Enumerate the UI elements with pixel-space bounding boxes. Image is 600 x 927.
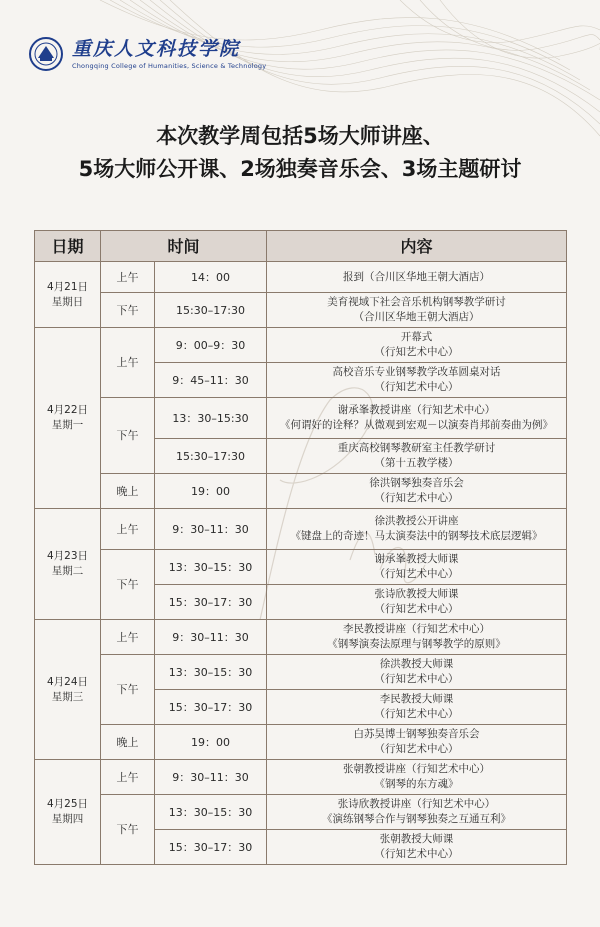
table-row (35, 550, 567, 585)
time-cell: 9：30–11：30 (155, 620, 267, 655)
table-row (35, 398, 567, 439)
content-line: 徐洪钢琴独奏音乐会 (369, 477, 464, 489)
date-label: 4月21日 (46, 280, 89, 293)
time-cell: 15:30–17:30 (155, 439, 267, 474)
slot-cell: 晚上 (101, 725, 155, 760)
content-cell (267, 398, 567, 439)
content-line: 《钢琴的东方魂》 (374, 778, 459, 790)
slot-cell: 上午 (101, 760, 155, 795)
slot-cell: 上午 (101, 509, 155, 550)
table-header-row (35, 231, 567, 262)
content-line: 谢承峯教授大师课 (374, 553, 459, 565)
content-line: （第十五教学楼） (374, 457, 459, 469)
slot-cell: 晚上 (101, 474, 155, 509)
content-line: 谢承峯教授讲座（行知艺术中心） (337, 404, 496, 416)
date-cell (35, 620, 101, 760)
date-label: 4月25日 (46, 798, 89, 810)
content-line: （行知艺术中心） (374, 492, 459, 504)
content-cell (267, 795, 567, 830)
content-cell (267, 439, 567, 474)
header-date: 日期 (35, 231, 101, 262)
weekday-label: 星期一 (51, 419, 84, 431)
table-row (35, 328, 567, 363)
content-line: 《何谓好的诠释？从微观到宏观－以演奏肖邦前奏曲为例》 (280, 419, 554, 431)
date-cell (35, 760, 101, 865)
content-cell (267, 293, 567, 328)
time-cell: 13：30–15：30 (155, 655, 267, 690)
slot-cell: 上午 (101, 262, 155, 293)
content-line: 李民教授大师课 (379, 693, 454, 705)
slot-cell: 下午 (101, 550, 155, 620)
date-label: 4月23日 (46, 550, 89, 562)
slot-cell: 下午 (101, 398, 155, 474)
content-cell (267, 550, 567, 585)
time-cell: 13：30–15:30 (155, 398, 267, 439)
slot-cell: 下午 (101, 795, 155, 865)
content-line: （行知艺术中心） (374, 848, 459, 860)
slot-cell: 下午 (101, 655, 155, 725)
weekday-label: 星期三 (51, 690, 84, 703)
content-cell (267, 725, 567, 760)
time-cell: 9：45–11：30 (155, 363, 267, 398)
content-cell (267, 620, 567, 655)
date-label: 4月24日 (46, 675, 89, 688)
headline-line-2: 5场大师公开课、2场独奏音乐会、3场主题研讨 (78, 157, 522, 181)
content-line: 张诗欣教授大师课 (374, 588, 459, 600)
time-cell: 13：30–15：30 (155, 795, 267, 830)
content-line: 徐洪教授公开讲座 (374, 515, 459, 527)
content-line: 张朝教授讲座（行知艺术中心） (343, 763, 491, 775)
content-line: 《键盘上的奇迹！马太演奏法中的钢琴技术底层逻辑》 (290, 530, 543, 542)
content-cell (267, 363, 567, 398)
time-cell: 15：30–17：30 (155, 690, 267, 725)
header-time: 时间 (101, 231, 267, 262)
time-cell: 15：30–17：30 (155, 830, 267, 865)
weekday-label: 星期四 (51, 813, 84, 825)
content-line: （行知艺术中心） (374, 568, 459, 580)
college-seal-icon (28, 36, 64, 72)
table-row (35, 509, 567, 550)
content-line: 报到（合川区华地王朝大酒店） (343, 270, 491, 283)
time-cell: 15：30–17：30 (155, 585, 267, 620)
table-row (35, 725, 567, 760)
content-line: （行知艺术中心） (374, 381, 459, 393)
content-line: 徐洪教授大师课 (379, 658, 454, 670)
time-cell: 13：30–15：30 (155, 550, 267, 585)
content-line: （行知艺术中心） (374, 603, 459, 615)
date-cell (35, 509, 101, 620)
table-row (35, 655, 567, 690)
content-line: 张诗欣教授讲座（行知艺术中心） (337, 798, 496, 810)
weekday-label: 星期二 (51, 565, 84, 577)
content-line: 美育视域下社会音乐机构钢琴教学研讨 (327, 296, 506, 308)
content-cell (267, 830, 567, 865)
college-name-en: Chongqing College of Humanities, Science & Technology (72, 62, 267, 70)
time-cell: 9：00–9：30 (155, 328, 267, 363)
content-line: 《钢琴演奏法原理与钢琴教学的原则》 (327, 638, 506, 650)
table-row (35, 293, 567, 328)
time-cell: 19：00 (155, 474, 267, 509)
date-label: 4月22日 (46, 404, 89, 416)
schedule-table (34, 230, 567, 865)
content-line: 李民教授讲座（行知艺术中心） (343, 623, 491, 635)
content-cell (267, 474, 567, 509)
table-row (35, 262, 567, 293)
content-line: 重庆高校钢琴教研室主任教学研讨 (337, 442, 496, 454)
content-line: 白苏昊博士钢琴独奏音乐会 (353, 728, 480, 740)
headline-line-1: 本次教学周包括5场大师讲座、 (156, 124, 444, 148)
table-row (35, 760, 567, 795)
time-cell: 14：00 (155, 262, 267, 293)
content-cell (267, 328, 567, 363)
college-logo (28, 36, 266, 72)
time-cell: 19：00 (155, 725, 267, 760)
content-line: （行知艺术中心） (374, 673, 459, 685)
time-cell: 15:30–17:30 (155, 293, 267, 328)
content-line: （行知艺术中心） (374, 346, 459, 358)
slot-cell: 下午 (101, 293, 155, 328)
content-cell (267, 262, 567, 293)
table-row (35, 620, 567, 655)
content-cell (267, 760, 567, 795)
slot-cell: 上午 (101, 620, 155, 655)
content-line: 张朝教授大师课 (379, 833, 454, 845)
content-line: （行知艺术中心） (374, 743, 459, 755)
content-cell (267, 690, 567, 725)
content-line: 开幕式 (400, 331, 433, 343)
table-row (35, 474, 567, 509)
content-line: 《演练钢琴合作与钢琴独奏之互通互利》 (322, 813, 512, 825)
college-name-cn: 重庆人文科技学院 (72, 38, 241, 60)
content-cell (267, 655, 567, 690)
header-content: 内容 (267, 231, 567, 262)
content-cell (267, 585, 567, 620)
weekday-label: 星期日 (51, 295, 84, 308)
date-cell (35, 328, 101, 509)
date-cell (35, 262, 101, 328)
content-line: （行知艺术中心） (374, 708, 459, 720)
time-cell: 9：30–11：30 (155, 509, 267, 550)
content-line: （合川区华地王朝大酒店） (353, 311, 480, 323)
content-cell (267, 509, 567, 550)
content-line: 高校音乐专业钢琴教学改革圆桌对话 (332, 366, 501, 378)
time-cell: 9：30–11：30 (155, 760, 267, 795)
table-row (35, 795, 567, 830)
slot-cell: 上午 (101, 328, 155, 398)
